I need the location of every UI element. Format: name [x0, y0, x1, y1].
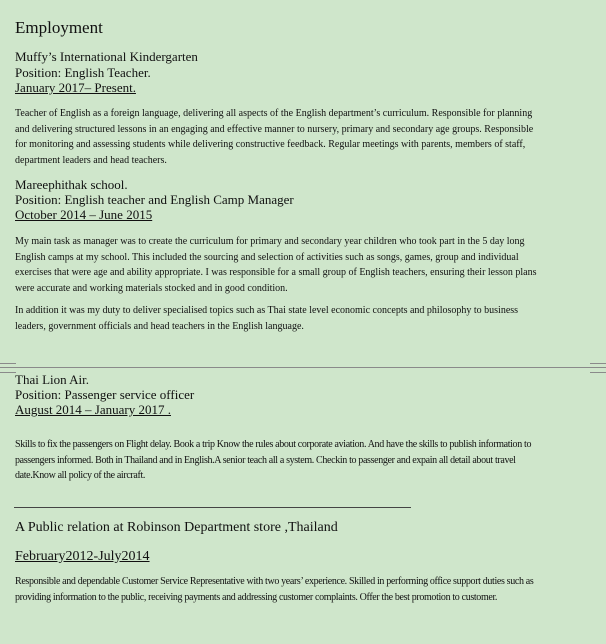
section-title: Employment [15, 18, 103, 37]
job-4-company: A Public relation at Robinson Department store ,Thailand [15, 520, 338, 535]
job-3-position: Position: Passenger service officer [15, 387, 195, 402]
job-2-description: My main task as manager was to create the curriculum for primary and secondary year children who took part in the 5 day long English camps at my school. This included the sourcing and selection of activities such as songs, games, group and individual exercises that were age and ability appropriate. I was responsible for a small group of English teachers, ensuring their lesson plans were accurate and working materials stocked and in good condition. [15, 236, 537, 295]
job-3-company: Thai Lion Air. [15, 372, 90, 387]
job-2-position: Position: English teacher and English Camp Manager [15, 192, 294, 207]
job-4-description: Responsible and dependable Customer Service Representative with two years’ experience. Skilled in performing office support duties such as providing information to the public, receiving payments and addressing customer complaints. Offer the best promotion to customer. [15, 576, 534, 603]
job-4-dates: February2012-July2014 [15, 549, 150, 564]
job-1-description: Teacher of English as a foreign language, delivering all aspects of the English department’s curriculum. Responsible for planning and delivering structured lessons in an engaging and effective manner to nursery, primary and secondary age groups. Responsible for monitoring and assessing students while delivering constructive feedback. Regular meetings with parents, members of staff, department leaders and head teachers. [15, 108, 534, 167]
job-1-company: Muffy’s International Kindergarten [15, 49, 198, 64]
separator-line [14, 507, 411, 508]
job-2-dates: October 2014 – June 2015 [15, 207, 153, 222]
job-2-description-extra: In addition it was my duty to deliver specialised topics such as Thai state level economic concepts and philosophy to business leaders, government officials and head teachers in the English language. [15, 305, 519, 332]
job-1-position: Position: English Teacher. [15, 65, 151, 80]
job-2-company: Mareephithak school. [15, 177, 128, 192]
job-1-dates: January 2017– Present. [15, 80, 136, 95]
page-break [0, 361, 606, 373]
job-3-dates: August 2014 – January 2017 . [15, 402, 171, 417]
job-3-description: Skills to fix the passengers on Flight delay. Book a trip Know the rules about corporate aviation. And have the skills to publish information to passengers informed. Both in Thailand and in English.A senior teach all a system. Checkin to passenger and expain all detail about travel date.Know all policy of the aircraft. [15, 439, 532, 482]
